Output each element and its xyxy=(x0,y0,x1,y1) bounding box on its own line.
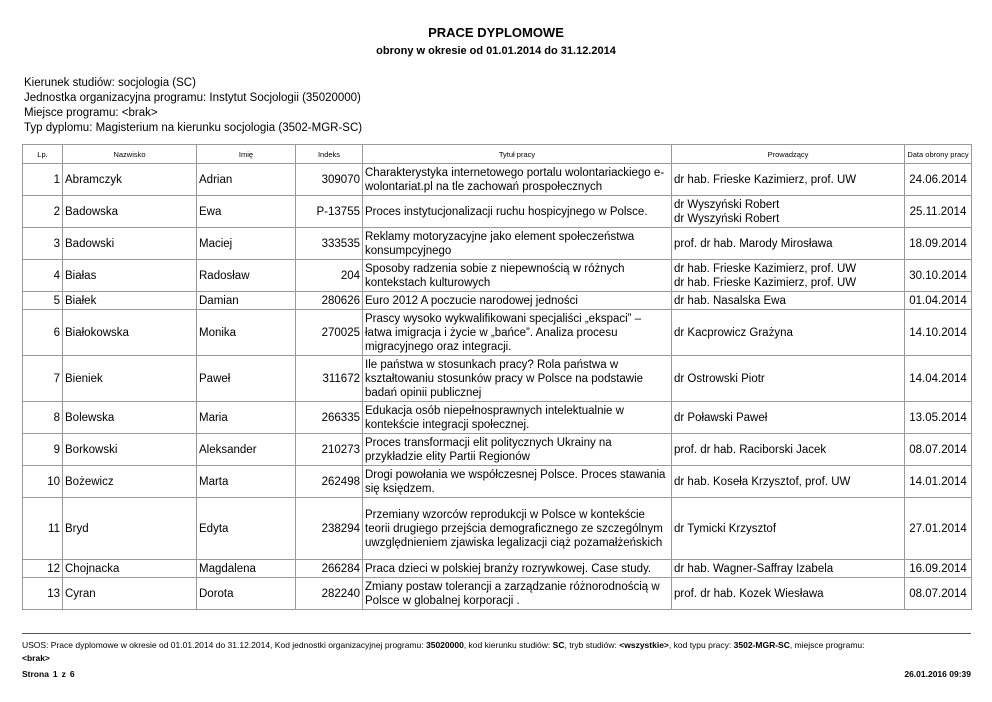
col-header-prowadzacy: Prowadzący xyxy=(672,145,905,164)
cell-data: 14.10.2014 xyxy=(905,310,972,356)
supervisor-name: dr hab. Koseła Krzysztof, prof. UW xyxy=(674,475,851,488)
supervisor-name: dr hab. Frieske Kazimierz, prof. UW xyxy=(674,276,857,289)
table-row xyxy=(23,292,972,310)
cell-lp: 2 xyxy=(23,196,63,228)
table-row xyxy=(23,498,972,560)
cell-lp: 11 xyxy=(23,498,63,560)
supervisor-name: dr Poławski Paweł xyxy=(674,411,768,424)
cell-indeks: 204 xyxy=(296,260,363,292)
cell-lp: 3 xyxy=(23,228,63,260)
cell-lp: 10 xyxy=(23,466,63,498)
table-row xyxy=(23,260,972,292)
cell-data: 08.07.2014 xyxy=(905,578,972,610)
cell-prowadzacy xyxy=(672,578,905,610)
cell-prowadzacy xyxy=(672,196,905,228)
cell-prowadzacy xyxy=(672,560,905,578)
cell-imie: Adrian xyxy=(197,164,296,196)
cell-lp: 9 xyxy=(23,434,63,466)
cell-data: 27.01.2014 xyxy=(905,498,972,560)
cell-prowadzacy xyxy=(672,402,905,434)
cell-nazwisko: Abramczyk xyxy=(63,164,197,196)
table-row xyxy=(23,560,972,578)
cell-tytul: Edukacja osób niepełnosprawnych intelektualnie w kontekście integracji społecznej. xyxy=(363,402,672,434)
cell-lp: 5 xyxy=(23,292,63,310)
cell-prowadzacy xyxy=(672,310,905,356)
table-row xyxy=(23,196,972,228)
col-header-data: Data obrony pracy xyxy=(905,145,972,164)
page-number xyxy=(22,669,79,679)
cell-data: 18.09.2014 xyxy=(905,228,972,260)
col-header-imie: Imię xyxy=(197,145,296,164)
cell-nazwisko: Bolewska xyxy=(63,402,197,434)
cell-lp: 4 xyxy=(23,260,63,292)
cell-nazwisko: Bryd xyxy=(63,498,197,560)
report-subtitle: obrony w okresie od 01.01.2014 do 31.12.2014 xyxy=(376,45,616,57)
table-row xyxy=(23,164,972,196)
print-timestamp: 26.01.2016 09:39 xyxy=(904,669,971,679)
cell-nazwisko: Białokowska xyxy=(63,310,197,356)
cell-imie: Maria xyxy=(197,402,296,434)
cell-data: 08.07.2014 xyxy=(905,434,972,466)
footer-divider xyxy=(22,633,971,634)
footer-text-4: , kod typu pracy: xyxy=(668,640,734,650)
footer-text-3: , tryb studiów: xyxy=(564,640,620,650)
cell-data: 14.01.2014 xyxy=(905,466,972,498)
cell-indeks: 238294 xyxy=(296,498,363,560)
cell-lp: 13 xyxy=(23,578,63,610)
meta-jednostka: Jednostka organizacyjna programu: Instytut Socjologii (35020000) xyxy=(24,92,361,104)
table-row xyxy=(23,310,972,356)
cell-nazwisko: Cyran xyxy=(63,578,197,610)
table-row xyxy=(23,434,972,466)
cell-nazwisko: Bieniek xyxy=(63,356,197,402)
cell-indeks: 280626 xyxy=(296,292,363,310)
cell-imie: Marta xyxy=(197,466,296,498)
cell-indeks: 282240 xyxy=(296,578,363,610)
supervisor-name: dr Wyszyński Robert xyxy=(674,212,780,225)
meta-typ-dyplomu: Typ dyplomu: Magisterium na kierunku socjologia (3502-MGR-SC) xyxy=(24,122,363,134)
cell-tytul: Sposoby radzenia sobie z niepewnością w różnych kontekstach kulturowych xyxy=(363,260,672,292)
cell-imie: Aleksander xyxy=(197,434,296,466)
cell-indeks: 262498 xyxy=(296,466,363,498)
cell-nazwisko: Borkowski xyxy=(63,434,197,466)
cell-tytul: Praca dzieci w polskiej branży rozrywkowej. Case study. xyxy=(363,560,672,578)
supervisor-name: dr Kacprowicz Grażyna xyxy=(674,326,793,339)
cell-tytul: Przemiany wzorców reprodukcji w Polsce w kontekście teorii drugiego przejścia demograficznego ze szczególnym uwzględnieniem zjawiska legalizacji ciąż pozamałżeńskich xyxy=(363,498,672,560)
cell-imie: Magdalena xyxy=(197,560,296,578)
cell-tytul: Charakterystyka internetowego portalu wolontariackiego e-wolontariat.pl na tle zachowań prospołecznych xyxy=(363,164,672,196)
table-row xyxy=(23,402,972,434)
footer-text-5: , miejsce programu: xyxy=(789,640,865,650)
cell-tytul: Proces instytucjonalizacji ruchu hospicyjnego w Polsce. xyxy=(363,196,672,228)
cell-lp: 7 xyxy=(23,356,63,402)
cell-prowadzacy xyxy=(672,164,905,196)
supervisor-name: prof. dr hab. Marody Mirosława xyxy=(674,237,833,250)
cell-indeks: 311672 xyxy=(296,356,363,402)
page-current: 1 xyxy=(52,669,58,679)
table-row xyxy=(23,228,972,260)
footer-unit-code: 35020000 xyxy=(426,640,464,650)
cell-nazwisko: Badowska xyxy=(63,196,197,228)
cell-prowadzacy xyxy=(672,356,905,402)
report-meta xyxy=(24,76,362,136)
col-header-tytul: Tytuł pracy xyxy=(363,145,672,164)
cell-tytul: Ile państwa w stosunkach pracy? Rola państwa w kształtowaniu stosunków pracy w Polsce na podstawie badań opinii publicznej xyxy=(363,356,672,402)
cell-tytul: Reklamy motoryzacyjne jako element społeczeństwa konsumpcyjnego xyxy=(363,228,672,260)
supervisor-name: dr Tymicki Krzysztof xyxy=(674,522,777,535)
cell-tytul: Prascy wysoko wykwalifikowani specjaliści „ekspaci” – łatwa imigracja i życie w „bańce”. Analiza procesu migracyjnego oraz integracji. xyxy=(363,310,672,356)
cell-lp: 12 xyxy=(23,560,63,578)
supervisor-name: dr hab. Nasalska Ewa xyxy=(674,294,786,307)
col-header-indeks: Indeks xyxy=(296,145,363,164)
supervisor-name: dr hab. Frieske Kazimierz, prof. UW xyxy=(674,173,857,186)
page-word: Strona xyxy=(22,669,49,679)
cell-nazwisko: Badowski xyxy=(63,228,197,260)
cell-lp: 1 xyxy=(23,164,63,196)
cell-tytul: Zmiany postaw tolerancji a zarządzanie różnorodnością w Polsce w globalnej korporacji . xyxy=(363,578,672,610)
cell-nazwisko: Białas xyxy=(63,260,197,292)
col-header-lp: Lp. xyxy=(23,145,63,164)
cell-imie: Dorota xyxy=(197,578,296,610)
footer-text-2: , kod kierunku studiów: xyxy=(463,640,553,650)
cell-lp: 8 xyxy=(23,402,63,434)
page-total: 6 xyxy=(69,669,75,679)
cell-imie: Monika xyxy=(197,310,296,356)
cell-lp: 6 xyxy=(23,310,63,356)
cell-tytul: Euro 2012 A poczucie narodowej jedności xyxy=(363,292,672,310)
cell-data: 30.10.2014 xyxy=(905,260,972,292)
meta-miejsce: Miejsce programu: <brak> xyxy=(24,107,158,119)
cell-prowadzacy xyxy=(672,466,905,498)
cell-nazwisko: Chojnacka xyxy=(63,560,197,578)
cell-nazwisko: Bożewicz xyxy=(63,466,197,498)
cell-prowadzacy xyxy=(672,498,905,560)
cell-indeks: 210273 xyxy=(296,434,363,466)
cell-prowadzacy xyxy=(672,260,905,292)
report-footer xyxy=(22,639,971,665)
supervisor-name: dr Wyszyński Robert xyxy=(674,198,780,211)
supervisor-name: prof. dr hab. Raciborski Jacek xyxy=(674,443,827,456)
cell-imie: Edyta xyxy=(197,498,296,560)
cell-prowadzacy xyxy=(672,434,905,466)
table-row xyxy=(23,356,972,402)
cell-data: 16.09.2014 xyxy=(905,560,972,578)
cell-imie: Radosław xyxy=(197,260,296,292)
cell-nazwisko: Białek xyxy=(63,292,197,310)
table-header-row xyxy=(23,145,972,164)
cell-imie: Ewa xyxy=(197,196,296,228)
cell-indeks: 309070 xyxy=(296,164,363,196)
cell-imie: Maciej xyxy=(197,228,296,260)
cell-indeks: 266284 xyxy=(296,560,363,578)
cell-indeks: 270025 xyxy=(296,310,363,356)
cell-imie: Paweł xyxy=(197,356,296,402)
cell-prowadzacy xyxy=(672,228,905,260)
table-row xyxy=(23,578,972,610)
cell-tytul: Proces transformacji elit politycznych Ukrainy na przykładzie elity Partii Regionów xyxy=(363,434,672,466)
footer-thesis-type: 3502-MGR-SC xyxy=(733,640,790,650)
cell-data: 01.04.2014 xyxy=(905,292,972,310)
meta-kierunek: Kierunek studiów: socjologia (SC) xyxy=(24,77,196,89)
footer-text-1: USOS: Prace dyplomowe w okresie od 01.01.2014 do 31.12.2014, Kod jednostki organizacyjnej programu: xyxy=(22,640,426,650)
supervisor-name: dr hab. Wagner-Saffray Izabela xyxy=(674,562,834,575)
cell-data: 14.04.2014 xyxy=(905,356,972,402)
page-of: z xyxy=(61,669,66,679)
table-row xyxy=(23,466,972,498)
cell-prowadzacy xyxy=(672,292,905,310)
cell-data: 25.11.2014 xyxy=(905,196,972,228)
supervisor-name: dr hab. Frieske Kazimierz, prof. UW xyxy=(674,262,857,275)
cell-indeks: P-13755 xyxy=(296,196,363,228)
cell-data: 13.05.2014 xyxy=(905,402,972,434)
theses-table xyxy=(22,144,972,610)
supervisor-name: dr Ostrowski Piotr xyxy=(674,372,765,385)
cell-tytul: Drogi powołania we współczesnej Polsce. Proces stawania się księdzem. xyxy=(363,466,672,498)
footer-field-code: SC xyxy=(552,640,565,650)
cell-indeks: 333535 xyxy=(296,228,363,260)
report-title: PRACE DYPLOMOWE xyxy=(428,25,564,40)
supervisor-name: prof. dr hab. Kozek Wiesława xyxy=(674,587,824,600)
cell-data: 24.06.2014 xyxy=(905,164,972,196)
cell-indeks: 266335 xyxy=(296,402,363,434)
cell-imie: Damian xyxy=(197,292,296,310)
col-header-nazwisko: Nazwisko xyxy=(63,145,197,164)
footer-study-mode: <wszystkie> xyxy=(619,640,669,650)
footer-program-place: <brak> xyxy=(22,653,50,663)
